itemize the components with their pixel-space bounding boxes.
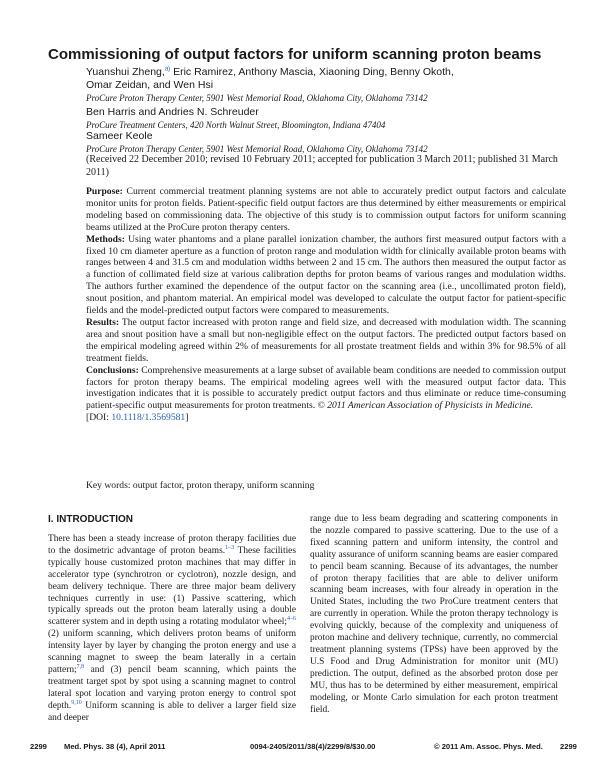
copyright-line: © 2011 American Association of Physicists in Medicine. [317,400,534,412]
author-footnote-mark[interactable]: a) [164,66,171,73]
results-label: Results: [86,316,120,328]
reference-link[interactable]: 1–3 [225,544,235,551]
article-title: Commissioning of output factors for uniform scanning proton beams [48,46,542,63]
affiliation: ProCure Proton Therapy Center, 5901 West Memorial Road, Oklahoma City, Oklahoma 73142 [86,144,428,154]
doi-suffix: ] [185,412,189,424]
purpose-label: Purpose: [86,186,123,197]
author-group-1 [86,66,566,104]
author-list: Sameer Keole [86,130,153,142]
abstract-purpose [86,186,566,234]
intro-text: Uniform scanning is able to deliver a larger field size and deeper [48,700,296,723]
methods-label: Methods: [86,233,125,245]
affiliation: ProCure Treatment Centers, 420 North Walnut Street, Bloomington, Indiana 47404 [86,120,386,130]
author-group-3 [86,130,566,155]
reference-link[interactable]: 7,8 [76,663,85,670]
author-names-cont: Eric Ramirez, Anthony Mascia, Xiaoning Ding, Benny Okoth, [170,66,454,78]
section-heading-introduction: I. INTRODUCTION [48,514,133,525]
conclusions-label: Conclusions: [86,364,139,376]
abstract-conclusions [86,365,566,413]
footer-copyright: © 2011 Am. Assoc. Phys. Med. [434,742,543,751]
affiliation: ProCure Proton Therapy Center, 5901 West Memorial Road, Oklahoma City, Oklahoma 73142 [86,93,428,103]
article-code: 0094-2405/2011/38(4)/2299/8/$30.00 [250,742,376,751]
methods-text: Using water phantoms and a plane parallel ionization chamber, the authors first measured output factors with a fixed 10 cm diameter aperture as a function of proton range and modulation width for clinically available proton beams with ranges between 4 and 31.5 cm and modulation widths between 2 and 15 cm. The authors then measured the output factor as a function of collimated field size at various calibration depths for proton beams of various ranges and modulation widths. The authors further examined the dependence of the output factor on the scanning area (i.e., uncollimated proton field), snout position, and phantom material. An empirical model was developed to calculate the output factor for patient-specific fields and the model-predicted output factors were compared to measurements. [86,233,566,317]
purpose-text: Current commercial treatment planning systems are not able to accurately predict output factors and calculate monitor units for proton fields. Patient-specific field output factors are thus determined by either measurements or empirical modeling based on commissioning data. The objective of this study is to commission output factors for uniform scanning beams utilized at the ProCure proton therapy centers. [86,186,566,233]
doi-link[interactable]: 10.1118/1.3569581 [111,412,186,424]
author-names: Yuanshui Zheng, [86,66,165,78]
intro-text: There has been a steady increase of proton therapy facilities due to the dosimetric advantage of proton beams. [48,534,296,556]
journal-citation: Med. Phys. 38 (4), April 2011 [64,742,166,751]
intro-text-right: range due to less beam degrading and scattering components in the nozzle compared to passive scattering. Due to the use of a fixed scanning pattern and uniform intensity, the control and quality assurance of uniform scanning beams are easier compared to pencil beam scanning. Because of its advantages, the number of proton therapy facilities that are able to deliver uniform scanning beam increases, with four already in operation in the United States, including the two ProCure treatment centers that are currently in operation. While the proton therapy technology is evolving quickly, because of the complexity and uniqueness of proton machine and delivery technique, currently, no commercial treatment planning systems (TPSs) have been approved by the U.S Food and Drug Administration for monitor unit (MU) prediction. The output, defined as the absorbed proton dose per MU, thus has to be determined by either measurement, empirical modeling, or Monte Carlo simulation for each proton treatment field. [310,514,558,715]
intro-text: These facilities typically house customized proton machines that may differ in accelerator type (synchrotron or cyclotron), nozzle design, and beam delivery technique. There are three major beam delivery techniques currently in use: (1) Passive scattering, which typically spreads out the proton beam laterally using a double scatterer system and in depth using a rotating modulator wheel; [48,545,296,628]
page-number-right: 2299 [560,742,577,751]
abstract-results [86,317,566,365]
reference-link[interactable]: 9,10 [71,699,82,706]
page-footer [30,742,578,756]
intro-text: and (3) pencil beam scanning, which paints the treatment target spot by spot using a scanning magnet to control lateral spot location and varying proton energy to control spot depth. [48,664,296,711]
keywords: Key words: output factor, proton therapy, uniform scanning [86,480,315,491]
results-text: The output factor increased with proton range and field size, and decreased with modulation width. The scanning area and snout position have a small but non-negligible effect on the output factors. The predicted output factors based on the empirical modeling agreed within 2% of measurements for all prostate treatment fields and within 3% for 98.5% of all treatment fields. [86,316,566,364]
author-list [86,66,566,92]
page-number-left: 2299 [30,742,47,751]
doi-prefix: [DOI: [86,412,112,424]
conclusions-text: Comprehensive measurements at a large subset of available beam conditions are needed to commission output factors for proton therapy beams. The empirical modeling agrees well with the measured output factor data. This investigation indicates that it is possible to accurately predict output factors and thus eliminate or reduce time-consuming patient-specific output measurements for proton treatments. [86,364,566,412]
intro-text: (2) uniform scanning, which delivers proton beams of uniform intensity layer by layer by changing the proton energy and use a scanning magnet to sweep the beam laterally in a certain pattern; [48,629,296,675]
abstract [86,186,566,424]
body-column-right [310,514,558,716]
author-list: Ben Harris and Andries N. Schreuder [86,106,259,118]
received-dates: (Received 22 December 2010; revised 10 February 2011; accepted for publication 3 March 2011; published 31 March 2011) [86,154,558,178]
author-group-2 [86,106,566,131]
abstract-methods [86,234,566,317]
reference-link[interactable]: 4–6 [287,616,296,623]
author-names-line2: Omar Zeidan, and Wen Hsi [86,79,214,91]
doi-line [86,412,566,424]
body-column-left [48,534,296,725]
